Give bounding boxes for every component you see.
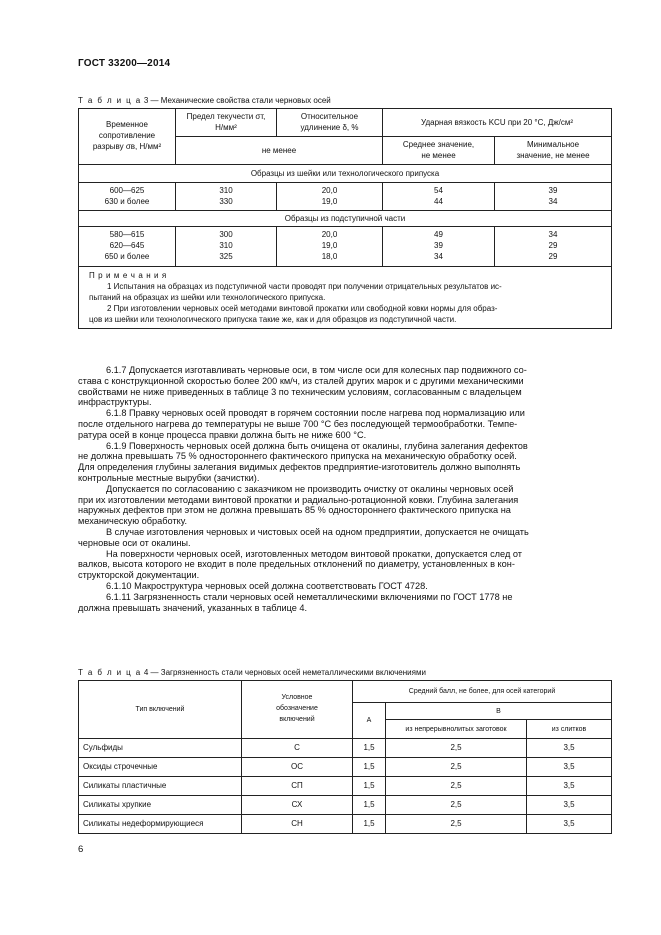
t4-score-header: Средний балл, не более, для осей категорий bbox=[353, 681, 612, 703]
table-row: Силикаты хрупкие СХ 1,5 2,5 3,5 bbox=[79, 796, 612, 815]
t3-col5-header: Минимальное значение, не менее bbox=[495, 137, 612, 165]
t3-section1-col1: 600—625 630 и более bbox=[79, 183, 176, 211]
body-text bbox=[78, 365, 611, 613]
t3-col1-header: Временное сопротивление разрыву σв, Н/мм² bbox=[79, 109, 176, 165]
table3-caption-label: Т а б л и ц а bbox=[78, 96, 142, 105]
table4-caption-label: Т а б л и ц а bbox=[78, 668, 142, 677]
paragraph-6-1-7: 6.1.7 Допускается изготавливать черновые оси, в том числе оси для колесных пар подвижного со- става с конструкционной скоростью более 200 км/ч, из сталей других марок и с другими механическими свойствами не ниже приведенных в таблице 3 по техническим условиям, согласованным с владельцем инфраструктуры. bbox=[78, 365, 527, 408]
t3-note2-line2: цов из шейки или технологического припуска такие же, как и для образцов из подступичной части. bbox=[89, 315, 457, 324]
paragraph-descaling: Допускается по согласованию с заказчиком не производить очистку от окалины черновых осей при их изготовлении методами винтовой прокатки и радиально-ротационной ковки. Глубина залегания наружных дефектов при этом не должна превышать 85 % одностороннего фактического припуска на механическую обработку. bbox=[78, 483, 519, 527]
t3-section1-col2: 310 330 bbox=[176, 183, 277, 211]
t3-section2-col3: 20,0 19,0 18,0 bbox=[277, 227, 383, 267]
t3-col3-header: Относительное удлинение δ, % bbox=[277, 109, 383, 137]
paragraph-6-1-8: 6.1.8 Правку черновых осей проводят в горячем состоянии после нагрева под нормализацию или после отдельного нагрева до температуры не выше 700 °С без последующей термообработки. Темпе- ратура осей в конце процесса правки должна быть не ниже 600 °С. bbox=[78, 408, 525, 440]
t3-notes bbox=[79, 267, 612, 329]
t3-not-less: не менее bbox=[176, 137, 383, 165]
table-row: Оксиды строчечные ОС 1,5 2,5 3,5 bbox=[79, 758, 612, 777]
t3-col45-header: Ударная вязкость KCU при 20 °С, Дж/см² bbox=[383, 109, 612, 137]
paragraph-6-1-11: 6.1.11 Загрязненность стали черновых осей неметаллическими включениями по ГОСТ 1778 не должна превышать значений, указанных в таблице 4. bbox=[78, 591, 513, 613]
t3-section2-col1: 580—615 620—645 650 и более bbox=[79, 227, 176, 267]
t4-cat-b-continuous: из непрерывнолитых заготовок bbox=[386, 720, 527, 739]
paragraph-6-1-9: 6.1.9 Поверхность черновых осей должна быть очищена от окалины, глубина залегания дефектов не должна превышать 75 % одностороннего фактического припуска на механическую обработку осей. Для определения глубины залегания видимых дефектов предприятие-изготовитель должно выполнять контрольные местные вырубки (зачистки). bbox=[78, 440, 528, 483]
paragraph-roll-marks: На поверхности черновых осей, изготовленных методом винтовой прокатки, допускается след от валков, высота которого не входит в поле предельных отклонений по диаметру, установленных в кон- структорской документации. bbox=[78, 548, 522, 581]
t3-section2-title: Образцы из подступичной части bbox=[79, 211, 612, 227]
t3-col2-header: Предел текучести σт, Н/мм² bbox=[176, 109, 277, 137]
document-header: ГОСТ 33200—2014 bbox=[78, 58, 171, 69]
table3-caption bbox=[78, 96, 331, 105]
t4-type-header: Тип включений bbox=[79, 681, 242, 739]
t4-cat-b-ingots: из слитков bbox=[527, 720, 612, 739]
t4-code-header: Условное обозначение включений bbox=[242, 681, 353, 739]
t3-section2-col2: 300 310 325 bbox=[176, 227, 277, 267]
t3-note2-line1: 2 При изготовлении черновых осей методами винтовой прокатки или свободной ковки нормы для образ- bbox=[107, 304, 498, 313]
t3-section1-col5: 39 34 bbox=[495, 183, 612, 211]
table4-caption bbox=[78, 668, 426, 677]
paragraph-same-plant: В случае изготовления черновых и чистовых осей на одном предприятии, допускается не очищать черновые оси от окалины. bbox=[78, 526, 529, 548]
t3-note1-line2: пытаний на образцах из шейки или технологического припуска. bbox=[89, 293, 326, 302]
t3-section1-col4: 54 44 bbox=[383, 183, 495, 211]
t3-note1-line1: 1 Испытания на образцах из подступичной части проводят при получении отрицательных результатов ис- bbox=[107, 282, 502, 291]
page-number: 6 bbox=[78, 844, 84, 855]
table-row: Силикаты пластичные СП 1,5 2,5 3,5 bbox=[79, 777, 612, 796]
table-row: Силикаты недеформирующиеся СН 1,5 2,5 3,5 bbox=[79, 815, 612, 834]
paragraph-6-1-10: 6.1.10 Макроструктура черновых осей должна соответствовать ГОСТ 4728. bbox=[106, 580, 428, 591]
t3-section1-title: Образцы из шейки или технологического припуска bbox=[79, 165, 612, 183]
t4-cat-b: В bbox=[386, 703, 612, 720]
t3-section1-col3: 20,0 19,0 bbox=[277, 183, 383, 211]
t3-notes-title: П р и м е ч а н и я bbox=[89, 271, 167, 280]
t3-section2-col4: 49 39 34 bbox=[383, 227, 495, 267]
t3-section2-col5: 34 29 29 bbox=[495, 227, 612, 267]
table4 bbox=[78, 680, 612, 834]
t4-cat-a: А bbox=[353, 703, 386, 739]
table-row: Сульфиды С 1,5 2,5 3,5 bbox=[79, 739, 612, 758]
table3 bbox=[78, 108, 612, 329]
t3-col4-header: Среднее значение, не менее bbox=[383, 137, 495, 165]
table3-caption-text: 3 — Механические свойства стали черновых осей bbox=[143, 96, 331, 105]
table4-caption-text: 4 — Загрязненность стали черновых осей неметаллическими включениями bbox=[143, 668, 426, 677]
